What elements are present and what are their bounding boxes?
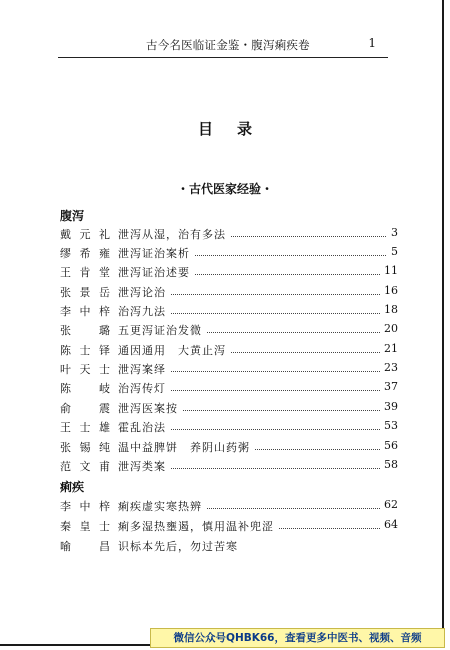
entry-page: 64 xyxy=(381,518,398,531)
toc-entry[interactable] xyxy=(60,439,398,455)
entry-author: 范文甫 xyxy=(60,460,110,473)
entry-topic: 识标本先后，勿过苦寒 xyxy=(118,538,242,554)
entry-page: 16 xyxy=(381,284,398,297)
wechat-watermark-banner: 微信公众号QHBK66，查看更多中医书、视频、音频 xyxy=(150,628,445,648)
toc-entry[interactable] xyxy=(60,264,398,280)
entry-page: 56 xyxy=(381,439,398,452)
entry-topic: 温中益脾饼 养阴山药粥 xyxy=(118,439,254,455)
entry-topic: 泄泻证治述要 xyxy=(118,264,194,280)
toc-entry[interactable] xyxy=(60,342,398,358)
entry-author: 叶天士 xyxy=(60,363,110,376)
entry-page: 11 xyxy=(381,264,398,277)
entry-topic: 霍乱治法 xyxy=(118,419,170,435)
entry-page: 18 xyxy=(381,303,398,316)
entry-page: 5 xyxy=(388,245,398,258)
entry-topic: 五更泻证治发微 xyxy=(118,322,206,338)
entry-topic: 痢多湿热壅遏，慎用温补兜涩 xyxy=(118,518,278,534)
entry-page: 58 xyxy=(381,458,398,471)
toc-entry[interactable] xyxy=(60,245,398,261)
toc-entry[interactable] xyxy=(60,518,398,534)
entry-topic: 治泻九法 xyxy=(118,303,170,319)
entry-author: 王肯堂 xyxy=(60,266,110,279)
running-header xyxy=(58,37,388,58)
entry-topic: 通因通用 大黄止泻 xyxy=(118,342,230,358)
toc-entry[interactable] xyxy=(60,361,398,377)
entry-author: 张璐 xyxy=(60,324,110,337)
entry-page: 37 xyxy=(381,380,398,393)
entry-topic: 泄泻从湿，治有多法 xyxy=(118,226,230,242)
toc-entry[interactable] xyxy=(60,458,398,474)
toc-title: 目录 xyxy=(197,120,276,138)
entry-page: 62 xyxy=(381,498,398,511)
entry-author: 张景岳 xyxy=(60,286,110,299)
toc-entry[interactable] xyxy=(60,400,398,416)
toc-entry[interactable] xyxy=(60,322,398,338)
entry-author: 王士雄 xyxy=(60,421,110,434)
entry-author: 秦皇士 xyxy=(60,520,110,533)
toc-entry[interactable] xyxy=(60,419,398,435)
entry-author: 陈士铎 xyxy=(60,344,110,357)
page-number: 1 xyxy=(368,36,376,50)
entry-topic: 泄泻类案 xyxy=(118,458,170,474)
entry-author: 俞震 xyxy=(60,402,110,415)
category-heading-dysentery: 痢疾 xyxy=(60,480,85,494)
toc-entry[interactable] xyxy=(60,226,398,242)
entry-topic: 泄泻医案按 xyxy=(118,400,182,416)
entry-page: 21 xyxy=(381,342,398,355)
entry-topic: 痢疾虚实寒热辨 xyxy=(118,498,206,514)
entry-author: 李中梓 xyxy=(60,305,110,318)
entry-topic: 治泻传灯 xyxy=(118,380,170,396)
entry-author: 李中梓 xyxy=(60,500,110,513)
entry-page: 20 xyxy=(381,322,398,335)
entry-author: 陈岐 xyxy=(60,382,110,395)
entry-page: 3 xyxy=(388,226,398,239)
entry-author: 张锡纯 xyxy=(60,441,110,454)
entry-author: 喻昌 xyxy=(60,540,110,553)
toc-entry[interactable] xyxy=(60,303,398,319)
entry-author: 缪希雍 xyxy=(60,247,110,260)
entry-page: 39 xyxy=(381,400,398,413)
toc-entry[interactable] xyxy=(60,538,398,554)
entry-page: 23 xyxy=(381,361,398,374)
entry-topic: 泄泻论治 xyxy=(118,284,170,300)
entry-page: 53 xyxy=(381,419,398,432)
entry-author: 戴元礼 xyxy=(60,228,110,241)
toc-entry[interactable] xyxy=(60,380,398,396)
section-heading: ・古代医家经验・ xyxy=(176,182,273,196)
entry-topic: 泄泻证治案析 xyxy=(118,245,194,261)
entry-topic: 泄泻案绎 xyxy=(118,361,170,377)
toc-entry[interactable] xyxy=(60,498,398,514)
running-title: 古今名医临证金鉴・腹泻痢疾卷 xyxy=(146,38,310,52)
toc-entry[interactable] xyxy=(60,284,398,300)
category-heading-diarrhea: 腹泻 xyxy=(60,209,85,223)
